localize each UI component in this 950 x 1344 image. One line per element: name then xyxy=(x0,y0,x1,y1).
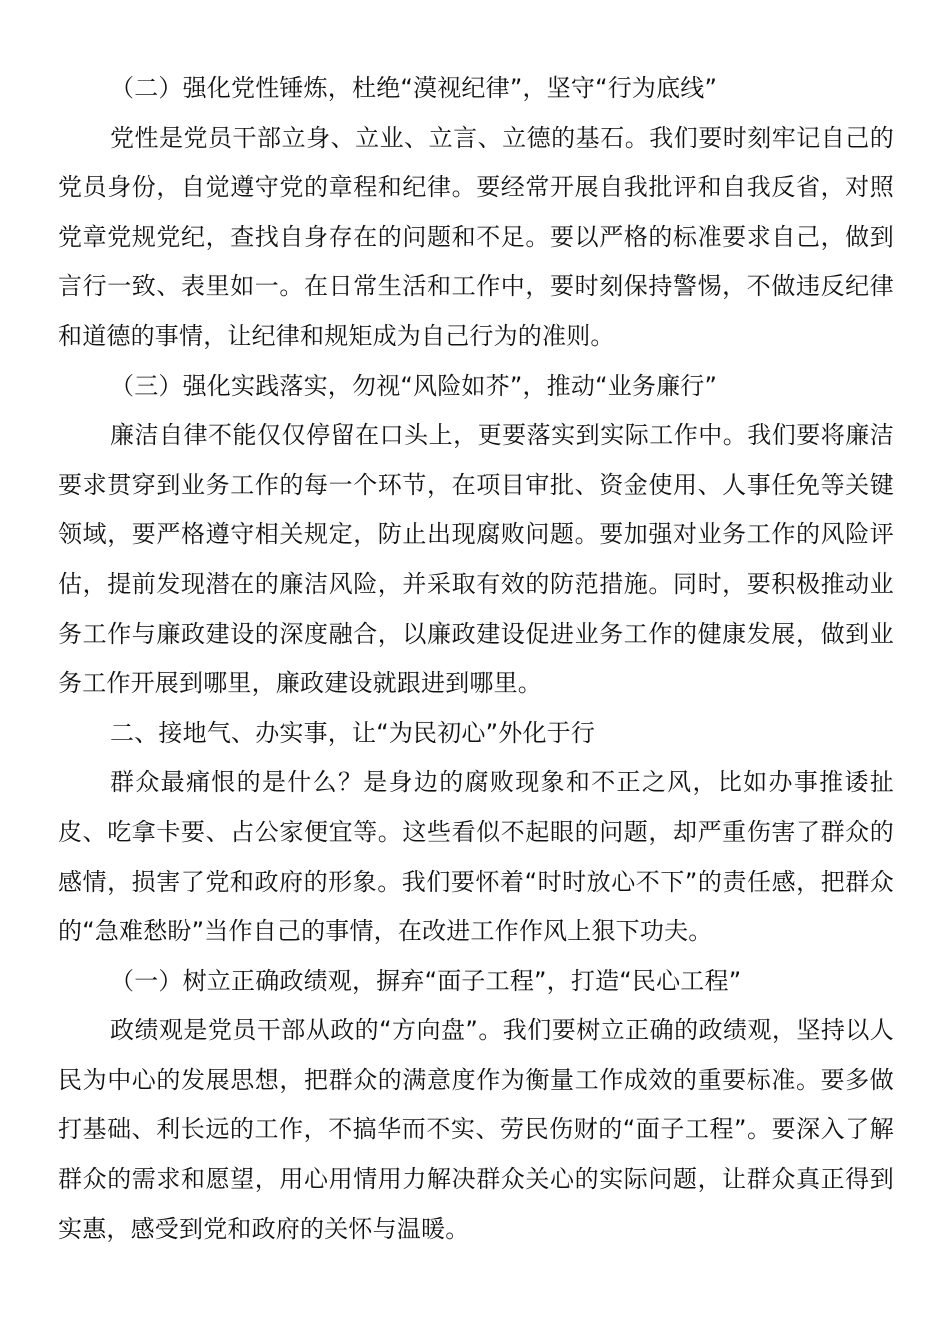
section-heading-performance-view: （一）树立正确政绩观，摒弃“面子工程”，打造“民心工程” xyxy=(110,966,742,995)
paragraph-performance-view: 政绩观是党员干部从政的“方向盘”。我们要树立正确的政绩观，坚持以人民为中心的发展思想，把群众的满意度作为衡量工作成效的重要标准。要多做打基础、利长远的工作，不搞华而不实、劳民伤财的“面子工程”。要深入了解群众的需求和愿望，用心用情用力解决群众关心的实际问题，让群众真正得到实惠，感受到党和政府的关怀与温暖。 xyxy=(58,1016,894,1243)
paragraph-masses-concerns: 群众最痛恨的是什么？是身边的腐败现象和不正之风，比如办事推诿扯皮、吃拿卡要、占公家便宜等。这些看似不起眼的问题，却严重伤害了群众的感情，损害了党和政府的形象。我们要怀着“时时放心不下”的责任感，把群众的“急难愁盼”当作自己的事情，在改进工作作风上狠下功夫。 xyxy=(58,768,894,946)
paragraph-party-spirit: 党性是党员干部立身、立业、立言、立德的基石。我们要时刻牢记自己的党员身份，自觉遵守党的章程和纪律。要经常开展自我批评和自我反省，对照党章党规党纪，查找自身存在的问题和不足。要以严格的标准要求自己，做到言行一致、表里如一。在日常生活和工作中，要时刻保持警惕，不做违反纪律和道德的事情，让纪律和规矩成为自己行为的准则。 xyxy=(58,123,894,350)
section-heading-strengthen-party-spirit: （二）强化党性锤炼，杜绝“漠视纪律”，坚守“行为底线” xyxy=(110,74,718,102)
section-heading-practice-implementation: （三）强化实践落实，勿视“风险如芥”，推动“业务廉行” xyxy=(110,371,718,400)
section-heading-serve-people: 二、接地气、办实事，让“为民初心”外化于行 xyxy=(110,718,596,747)
paragraph-integrity-practice: 廉洁自律不能仅仅停留在口头上，更要落实到实际工作中。我们要将廉洁要求贯穿到业务工作的每一个环节，在项目审批、资金使用、人事任免等关键领域，要严格遵守相关规定，防止出现腐败问题。要加强对业务工作的风险评估，提前发现潜在的廉洁风险，并采取有效的防范措施。同时，要积极推动业务工作与廉政建设的深度融合，以廉政建设促进业务工作的健康发展，做到业务工作开展到哪里，廉政建设就跟进到哪里。 xyxy=(58,421,894,698)
document-page xyxy=(58,64,894,1254)
